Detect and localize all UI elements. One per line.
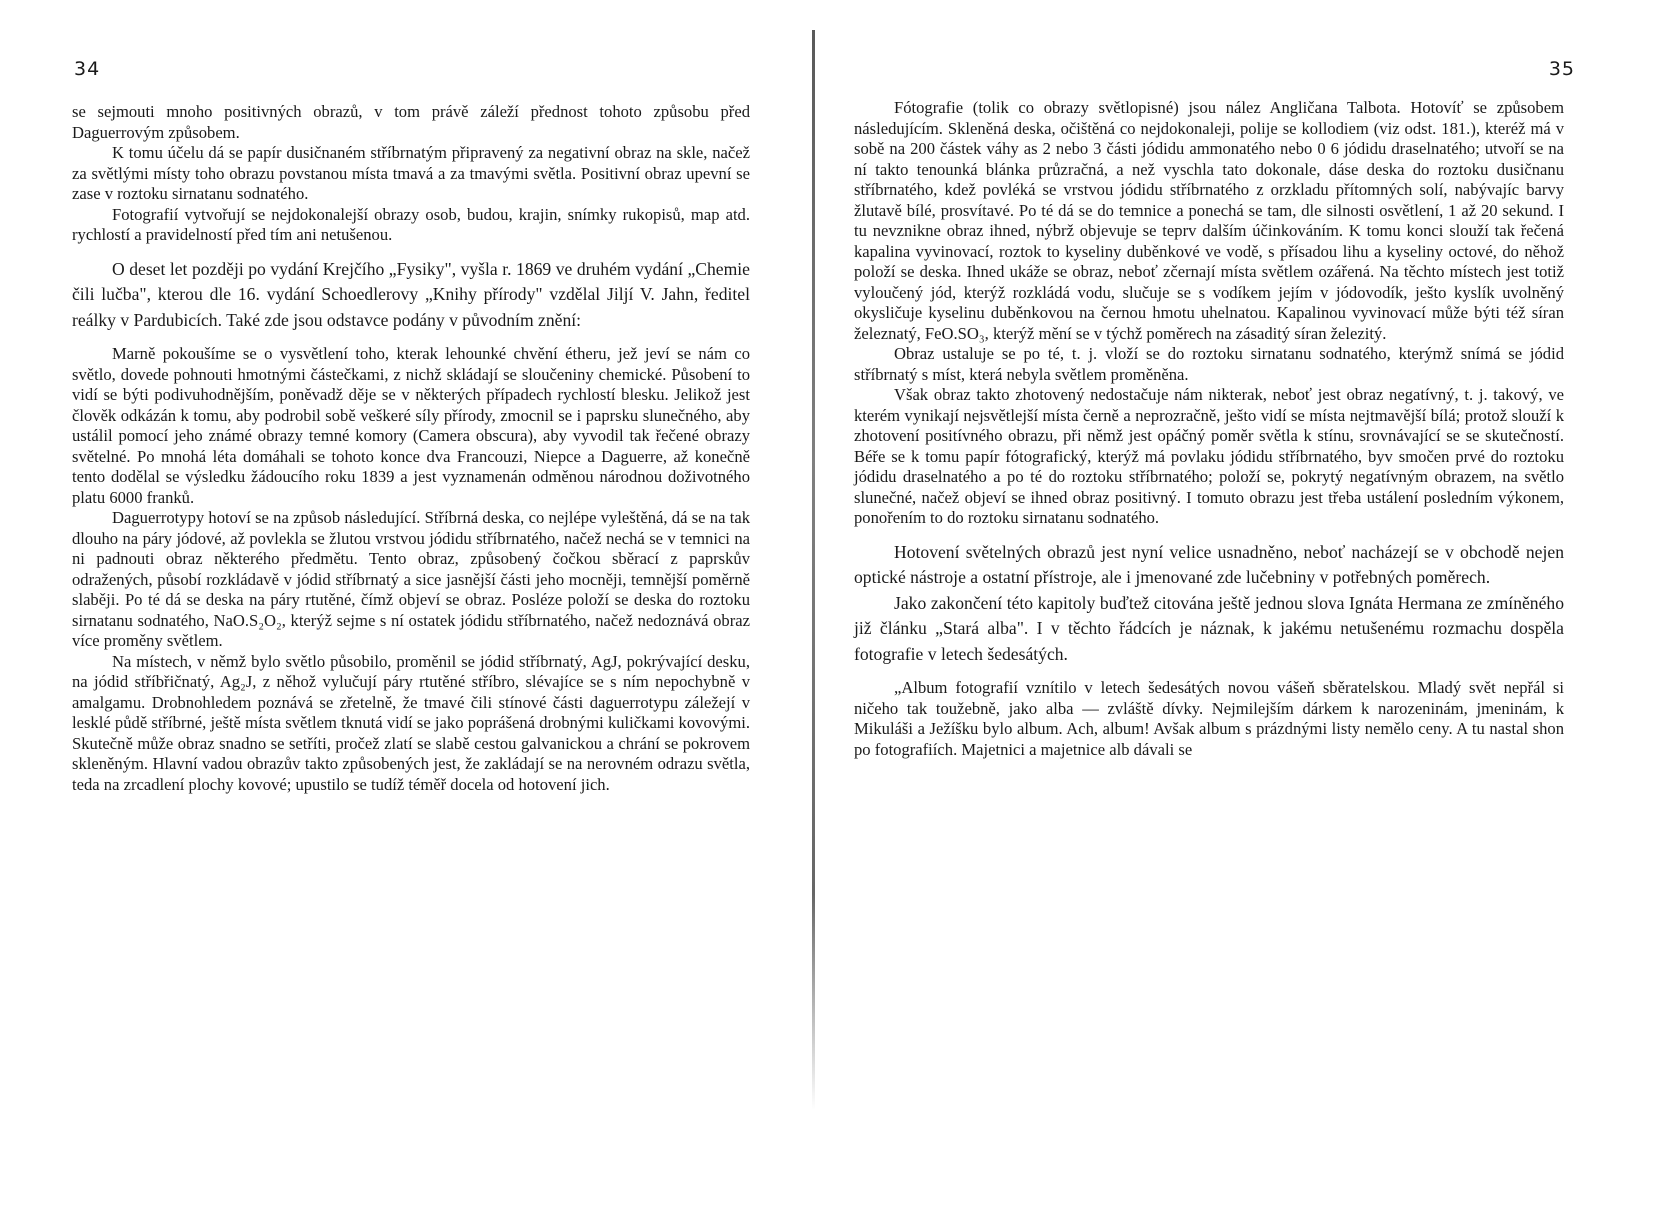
book-gutter bbox=[812, 30, 815, 1110]
paragraph: Fotografií vytvořují se nejdokonalejší obrazy osob, budou, krajin, snímky rukopisů, map atd. rychlostí a pravidelností před tím ani netušenou. bbox=[72, 204, 750, 244]
paragraph: O deset let později po vydání Krejčího „Fysiky", vyšla r. 1869 ve druhém vydání „Chemie čili lučba", kterou dle 16. vydání Schoedlerovy „Knihy přírody" vzdělal Jiljí V. Jahn, ředitel reálky v Pardubicích. Také zde jsou odstavce podány v původním znění: bbox=[72, 258, 750, 330]
right-page bbox=[830, 0, 1665, 1211]
paragraph: K tomu účelu dá se papír dusičnaném stříbrnatým připravený za negativní obraz na skle, načež za světlými místy toho obrazu povstanou místa tmavá a za tmavými světla. Positivní obraz upevní se zase v roztoku sirnatanu sodnatého. bbox=[72, 143, 750, 203]
page-text bbox=[72, 102, 750, 795]
paragraph: Jako zakončení této kapitoly buďtež citována ještě jednou slova Ignáta Hermana ze zmíněného již článku „Stará alba". I v těchto řádcích je náznak, k jakému netušenému rozmachu dospěla fotografie v letech šedesátých. bbox=[854, 592, 1564, 664]
paragraph: Však obraz takto zhotovený nedostačuje nám nikterak, neboť jest obraz negatívný, t. j. takový, ve kterém vynikají nejsvětlejší místa černě a neprozračně, ješto vidí se místa nejtmavější bílá; protož slouží k zhotovení positívného obrazu, při němž jest opáčný poměr světla k stínu, srovnávající se se skutečností. Béře se k tomu papír fótografický, kterýž má povlaku jódidu stříbrnatého, byv smočen prvé do roztoku jódidu draselnatého a po té do roztoku stříbrnatého; položí se, pokrytý negatívným obrazem, na světlo slunečné, načež objeví se ihned obraz positivný. I tomuto obrazu jest třeba ustálení posledním výkonem, ponořením to do roztoku sirnatanu sodnatého. bbox=[854, 385, 1564, 527]
page-number: 35 bbox=[1548, 58, 1575, 80]
paragraph: Obraz ustaluje se po té, t. j. vloží se do roztoku sirnatanu sodnatého, kterýmž snímá se jódid stříbrnatý s míst, která nebyla světlem proměněna. bbox=[854, 344, 1564, 384]
page-text bbox=[854, 98, 1564, 760]
paragraph: se sejmouti mnoho positivných obrazů, v tom právě záleží přednost tohoto způsobu před Daguerrovým způsobem. bbox=[72, 102, 750, 142]
paragraph: Marně pokoušíme se o vysvětlení toho, kterak lehounké chvění étheru, jež jeví se nám co světlo, dovede pohnouti hmotnými částečkami, z nichž skládají se sloučeniny chemické. Působení to vidí se býti podivuhodnějším, poněvadž děje se v některých případech rychlostí blesku. Jelikož jest člověk odkázán k tomu, aby podrobil sobě veškeré síly přírody, zmocnil se i paprsku slunečného, aby ustálil pomocí jeho známé obrazy temné komory (Camera obscura), aby vyvodil tak řečené obrazy světelné. Po mnohá léta domáhali se tohoto konce dva Francouzi, Niepce a Daguerre, až konečně tento dodělal se výsledku žádoucího roku 1839 a jest vyznamenán odměnou národnou doživotného platu 6000 franků. bbox=[72, 344, 750, 507]
page-number: 34 bbox=[74, 58, 101, 80]
paragraph: Na místech, v němž bylo světlo působilo, proměnil se jódid stříbrnatý, AgJ, pokrývající desku, na jódid stříbřičnatý, Ag₂J, z něhož vylučují páry rtutěné stříbro, slévajíce se s ním nepochybně v amalgamu. Drobnohledem poznává se zřetelně, že tmavé čili stínové části daguerrotypu záležejí v lesklé půdě stříbrné, ještě místa světlem tknutá vidí se jako poprášená drobnými kuličkami kovovými. Skutečně může obraz snadno se setříti, pročež zlatí se slabě cestou galvanickou a chrání se pokrovem skleněným. Hlavní vadou obrazův takto způsobených jest, že zakládají se na nerovném odrazu světla, teda na zrcadlení plochy kovové; upustilo se tudíž téměř docela od hotovení jich. bbox=[72, 651, 750, 794]
paragraph: Hotovení světelných obrazů jest nyní velice usnadněno, neboť nacházejí se v obchodě nejen optické nástroje a ostatní přístroje, ale i jmenované zde lučebniny v potřebných poměrech. bbox=[854, 541, 1564, 587]
paragraph: „Album fotografií vznítilo v letech šedesátých novou vášeň sběratelskou. Mladý svět nepřál si ničeho tak toužebně, jako alba — zvláště dívky. Nejmilejším dárkem k narozeninám, jmeninám, k Mikuláši a Ježíšku bylo album. Ach, album! Avšak album s prázdnými listy nemělo ceny. A tu nastal shon po fotografiích. Majetnici a majetnice alb dávali se bbox=[854, 678, 1564, 759]
left-page bbox=[0, 0, 800, 1211]
paragraph: Daguerrotypy hotoví se na způsob následující. Stříbrná deska, co nejlépe vyleštěná, dá se na tak dlouho na páry jódové, až povlekla se žlutou vrstvou jódidu stříbrnatého, načež nechá se v temnici na ni padnouti obraz některého předmětu. Tento obraz, způsobený čočkou sběrací z paprskův odražených, působí rozkládavě v jódid stříbrnatý a sice jasnější části jeho mocněji, temnější poměrně slaběji. Po té dá se deska na páry rtutěné, čímž objeví se obraz. Posléze položí se deska do roztoku sirnatanu sodnatého, NaO.S₂O₂, kterýž sejme s ní ostatek jódidu stříbrnatého, načež nedoznává obraz více proměny světlem. bbox=[72, 508, 750, 650]
paragraph: Fótografie (tolik co obrazy světlopisné) jsou nález Angličana Talbota. Hotovíť se způsobem následujícím. Skleněná deska, očištěná co nejdokonaleji, polije se kollodiem (viz odst. 181.), kteréž má v sobě na 200 částek váhy as 2 nebo 3 části jódidu ammonatého nebo 0 6 jódidu draselnatého; utvoří se na ní takto tenounká blánka průzračná, a než vyschla tato dokonale, dáse deska do roztoku dusičnanu stříbrnatého, kdež povléká se vrstvou jódidu stříbrnatého z orzkladu přítomných solí, nabývajíc barvy žlutavě bílé, prosvítavé. Po té dá se do temnice a ponechá se tam, dle silnosti osvětlení, 1 až 20 sekund. I tu nevznikne obraz ihned, nýbrž objevuje se teprv dalším účinkováním. K tomu konci slouží tak řečená kapalina vyvinovací, roztok to kyseliny duběnkové ve vodě, s přísadou lihu a kyseliny octové, do něhož položí se deska. Ihned ukáže se obraz, neboť zčernají místa světlem ozářená. Na těchto místech jest totiž vyloučený jód, kterýž rozkládá vodu, slučuje se s vodíkem jejím v jódovodík, ješto kyslík uvolněný okysličuje kyselinu duběnkovou na černou hmotu uhelnatou. Kapalinou vyvinovací může býti též síran železnatý, FeO.SO₃, kterýž mění se v týchž poměrech na zásaditý síran železitý. bbox=[854, 98, 1564, 343]
